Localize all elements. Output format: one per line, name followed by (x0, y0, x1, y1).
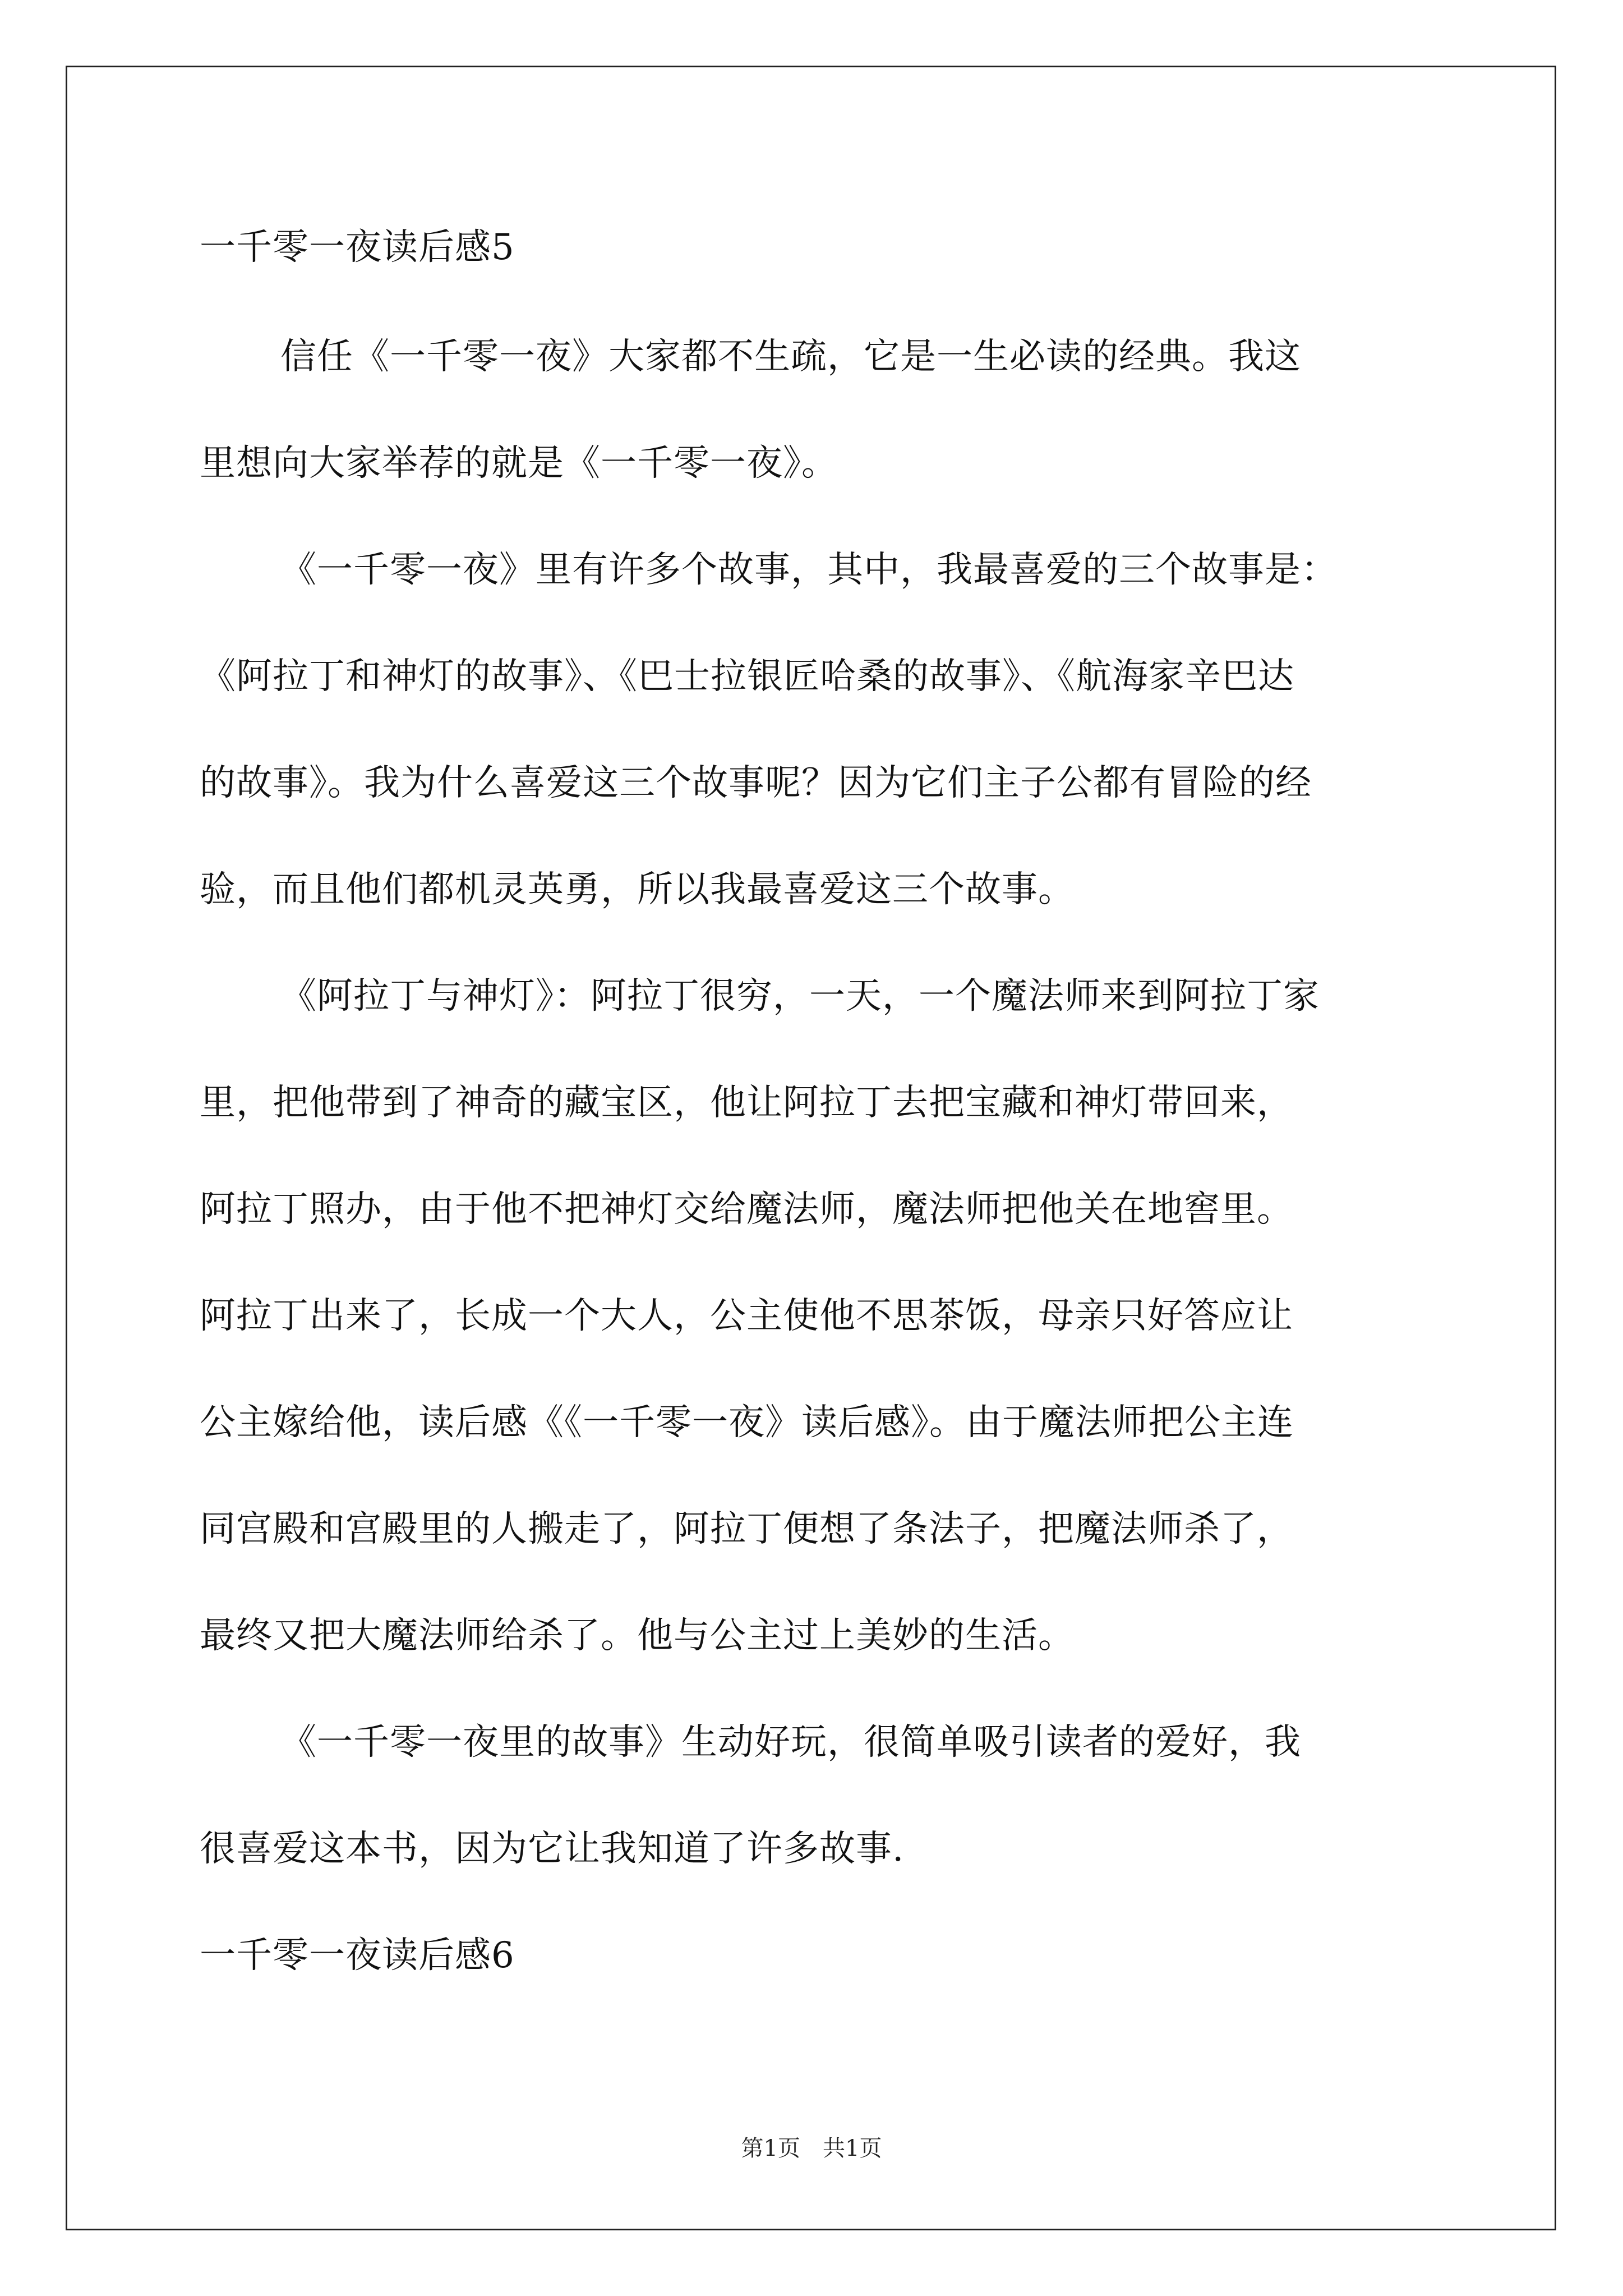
paragraph-line: 公主嫁给他，读后感《《一千零一夜》读后感》。由于魔法师把公主连 (200, 1402, 1294, 1443)
paragraph-line: 验，而且他们都机灵英勇，所以我最喜爱这三个故事。 (200, 869, 1075, 910)
paragraph-line: 很喜爱这本书，因为它让我知道了许多故事. (200, 1828, 905, 1870)
section-heading: 一千零一夜读后感5 (200, 227, 515, 268)
paragraph-line: 《一千零一夜里的故事》生动好玩，很简单吸引读者的爱好，我 (280, 1722, 1301, 1763)
paragraph-line: 《阿拉丁与神灯》：阿拉丁很穷，一天，一个魔法师来到阿拉丁家 (280, 976, 1320, 1017)
paragraph-line: 同宫殿和宫殿里的人搬走了，阿拉丁便想了条法子，把魔法师杀了， (200, 1508, 1293, 1550)
paragraph-line: 《一千零一夜》里有许多个故事，其中，我最喜爱的三个故事是： (280, 549, 1338, 591)
paragraph-line: 最终又把大魔法师给杀了。他与公主过上美妙的生活。 (200, 1615, 1075, 1657)
section-heading: 一千零一夜读后感6 (200, 1935, 515, 1976)
paragraph-line: 《阿拉丁和神灯的故事》、《巴士拉银匠哈桑的故事》、《航海家辛巴达 (200, 656, 1294, 697)
paragraph-line: 阿拉丁照办，由于他不把神灯交给魔法师，魔法师把他关在地窖里。 (200, 1189, 1293, 1230)
paragraph-line: 阿拉丁出来了，长成一个大人，公主使他不思茶饭，母亲只好答应让 (200, 1295, 1293, 1337)
paragraph-line: 的故事》。我为什么喜爱这三个故事呢？因为它们主子公都有冒险的经 (200, 762, 1312, 804)
paragraph-line: 里想向大家举荐的就是《一千零一夜》。 (200, 443, 838, 484)
paragraph-line: 里，把他带到了神奇的藏宝区，他让阿拉丁去把宝藏和神灯带回来， (200, 1082, 1293, 1124)
page-border (66, 66, 1556, 2230)
paragraph-line: 信任《一千零一夜》大家都不生疏，它是一生必读的经典。我这 (280, 336, 1301, 378)
page-number: 第1页 共1页 (741, 2136, 882, 2161)
